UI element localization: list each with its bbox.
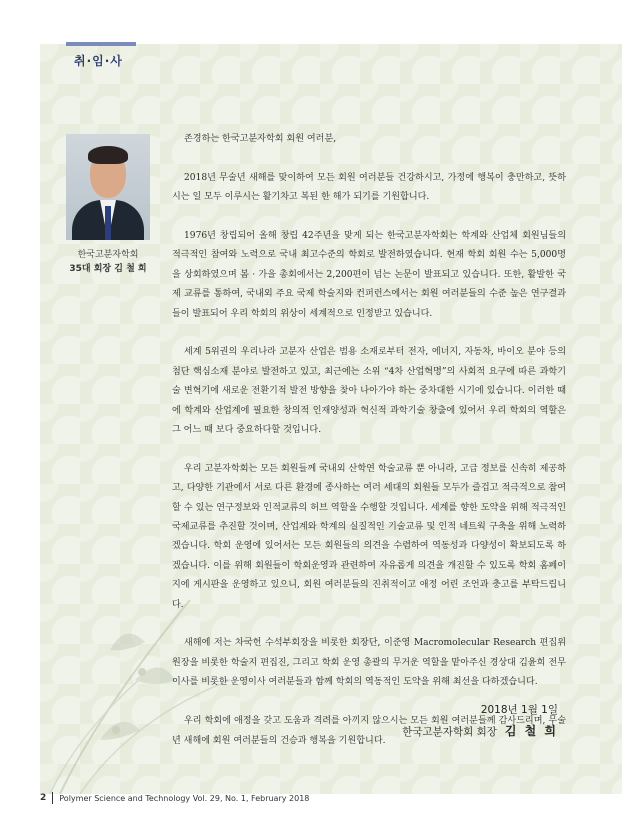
paragraph: 세계 5위권의 우리나라 고분자 산업은 범용 소재로부터 전자, 에너지, 자동차, 바이오 분야 등의 첨단 핵심소재 분야로 발전하고 있고, 최근에는 소위 “4차 산업혁명”의 사회적 요구에 따른 과학기술 변혁기에 새로운 전환기적 발전 방향을 찾아 나아가야 하는 중차대한 시기에 있습니다. 이러한 때에 학계와 산업계에 필요한 창의적 인재양성과 혁신적 과학기술 창출에 있어서 우리 학회의 역할은 그 어느 때 보다 중요하다할 것입니다.: [172, 347, 566, 436]
signature-name: 김 철 희: [504, 724, 558, 738]
signature-line: [402, 722, 558, 739]
inaugural-address: [172, 130, 566, 770]
portrait-caption: [56, 248, 160, 276]
paragraph: 1976년 창립되어 올해 창립 42주년을 맞게 되는 한국고분자학회는 학계와 산업체 회원님들의 적극적인 참여와 노력으로 국내 최고수준의 학회로 발전하였습니다. 현재 학회 회원 수는 5,000명을 상회하였으며 봄 · 가을 총회에서는 2,200편이 넘는 논문이 발표되고 있습니다. 또한, 활발한 국제 교류를 통하여, 국내외 주요 국제 학술지와 컨퍼런스에서는 회원 여러분들의 수준 높은 연구결과들이 발표되어 우리 학회의 위상이 세계적으로 인정받고 있습니다.: [172, 231, 566, 319]
paragraph: 새해에 저는 차국헌 수석부회장을 비롯한 회장단, 이준영 Macromolecular Research 편집위원장을 비롯한 학술지 편집진, 그리고 학회 운영 총괄의 무거운 역할을 맡아주신 경상대 김윤희 전무이사를 비롯한 운영이사 여러분들과 함께 학회의 역동적인 도약을 위해 최선을 다하겠습니다.: [172, 638, 566, 688]
section-accent-bar: [66, 42, 136, 46]
paragraph: 우리 고분자학회는 모든 회원들께 국내외 산학연 학술교류 뿐 아니라, 고급 정보를 신속히 제공하고, 다양한 기관에서 서로 다른 환경에 종사하는 여러 세대의 회원들 모두가 즐겁고 적극적으로 참여할 수 있는 연구정보와 인적교류의 허브 역할을 수행할 것입니다. 세계를 향한 도약을 위해 적극적인 국제교류를 추진할 것이며, 산업계와 학계의 실질적인 기술교류 및 인적 네트웍 구축을 위해 노력하겠습니다. 학회 운영에 있어서는 모든 회원들의 의견을 수렴하여 역동성과 다양성이 확보되도록 하겠습니다. 이를 위해 회원들이 학회운영과 관련하여 자유롭게 의견을 개진할 수 있도록 학회 홈페이지에 게시판을 운영하고 있으니, 회원 여러분들의 진취적이고 애정 어린 조언과 충고를 부탁드립니다.: [172, 463, 566, 610]
journal-info: Polymer Science and Technology Vol. 29, No. 1, February 2018: [59, 793, 310, 803]
paragraph: 우리 학회에 애정을 갖고 도움과 격려를 아끼지 않으시는 모든 회원 여러분들께 감사드리며, 무술년 새해에 회원 여러분들의 건승과 행복을 기원합니다.: [172, 716, 566, 746]
paragraph: 2018년 무술년 새해를 맞이하여 모든 회원 여러분들 건강하시고, 가정에 행복이 충만하고, 뜻하시는 일 모두 이루시는 활기차고 복된 한 해가 되기를 기원합니다.: [172, 172, 566, 203]
page-footer: [40, 790, 309, 806]
signature-role: 한국고분자학회 회장: [402, 726, 497, 738]
president-portrait: [66, 134, 150, 240]
caption-org: 한국고분자학회: [77, 250, 139, 260]
footer-divider: [52, 792, 53, 804]
greeting: 존경하는 한국고분자학회 회원 여러분,: [184, 134, 337, 144]
section-label: 취·임·사: [74, 54, 123, 68]
caption-title: 35대 회장 김 철 희: [69, 264, 147, 274]
page-number: 2: [40, 793, 47, 803]
signature-date: 2018년 1월 1일: [480, 704, 558, 716]
